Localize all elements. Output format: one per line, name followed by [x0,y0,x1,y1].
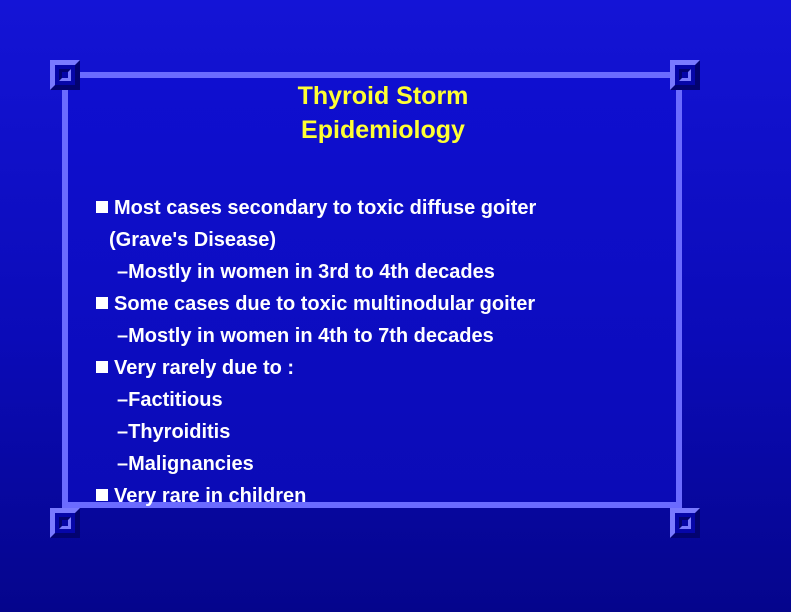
bullet-text: Some cases due to toxic multinodular goiter [114,293,536,315]
bullet-item [96,480,676,512]
square-bullet-icon [96,489,108,501]
square-bullet-icon [96,297,108,309]
slide-title-line-2: Epidemiology [301,116,465,144]
slide-title-line-1: Thyroid Storm [297,82,469,110]
sub-item: –Mostly in women in 4th to 7th decades [117,325,494,347]
sub-item: –Thyroiditis [117,421,231,443]
square-bullet-icon [96,361,108,373]
frame-corner-bottom-left [50,508,80,538]
sub-item: –Mostly in women in 3rd to 4th decades [117,261,495,283]
bullet-text: Most cases secondary to toxic diffuse goiter [114,197,537,219]
square-bullet-icon [96,201,108,213]
sub-item: –Malignancies [117,453,254,475]
sub-item: –Factitious [117,389,223,411]
slide-body [96,192,676,512]
frame-corner-bottom-right [670,508,700,538]
bullet-text: Very rare in children [114,485,307,507]
bullet-continuation: (Grave's Disease) [109,229,277,251]
bullet-item [96,288,676,320]
bullet-item [96,192,676,224]
bullet-text: Very rarely due to : [114,357,295,379]
bullet-item [96,352,676,384]
